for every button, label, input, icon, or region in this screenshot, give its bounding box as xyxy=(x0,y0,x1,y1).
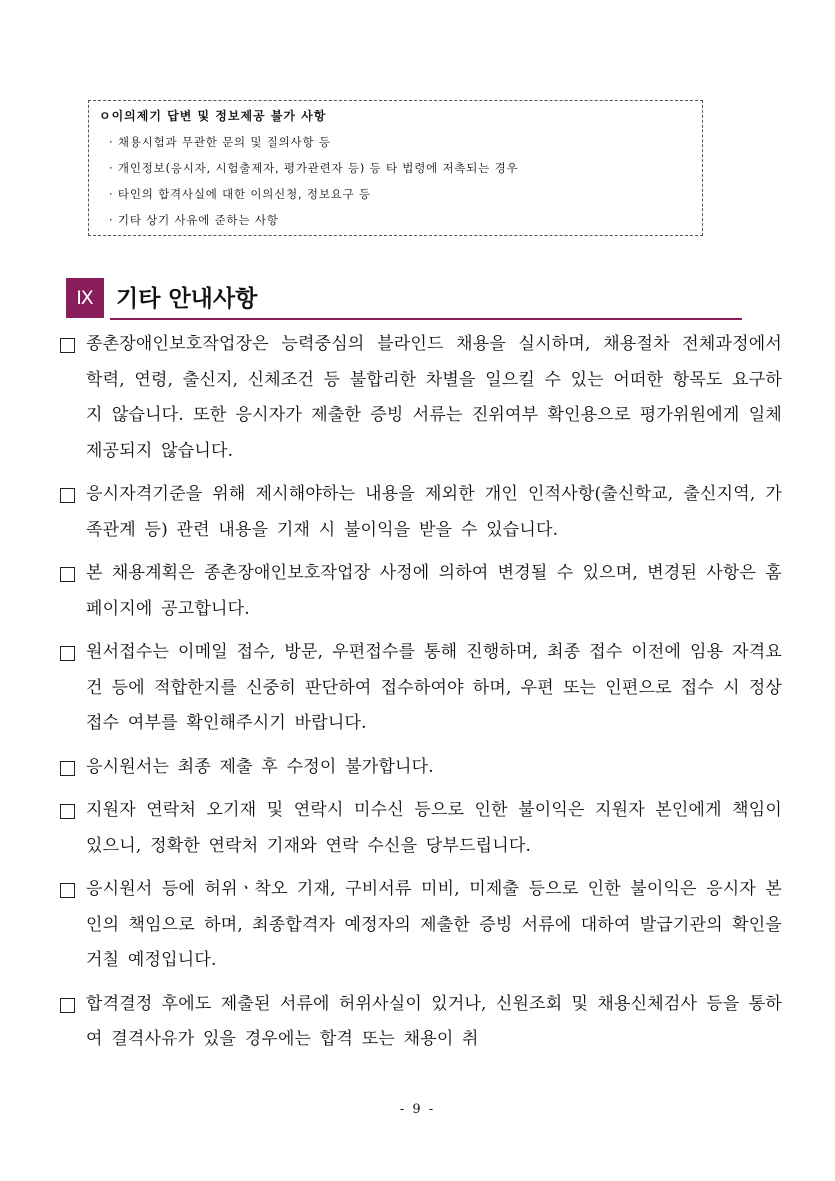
list-item xyxy=(60,477,782,548)
section-title: 기타 안내사항 xyxy=(116,286,258,312)
list-item xyxy=(60,556,782,627)
list-item xyxy=(60,635,782,742)
notice-item: · 채용시험과 무관한 문의 및 질의사항 등 xyxy=(109,135,331,149)
list-item-text: 합격결정 후에도 제출된 서류에 허위사실이 있거나, 신원조회 및 채용신체검사 등을 통하여 결격사유가 있을 경우에는 합격 또는 채용이 취 xyxy=(86,993,782,1049)
checkbox-icon xyxy=(60,338,75,353)
section-divider xyxy=(110,318,742,320)
checkbox-icon xyxy=(60,804,75,819)
checkbox-icon xyxy=(60,567,75,582)
list-item-text: 응시자격기준을 위해 제시해야하는 내용을 제외한 개인 인적사항(출신학교, 출신지역, 가족관계 등) 관련 내용을 기재 시 불이익을 받을 수 있습니다. xyxy=(86,484,782,540)
list-item-text: 지원자 연락처 오기재 및 연락시 미수신 등으로 인한 불이익은 지원자 본인에게 책임이 있으니, 정확한 연락처 기재와 연락 수신을 당부드립니다. xyxy=(86,800,782,856)
checkbox-icon xyxy=(60,646,75,661)
checkbox-icon xyxy=(60,488,75,503)
checkbox-icon xyxy=(60,998,75,1013)
list-item xyxy=(60,327,782,469)
list-item xyxy=(60,793,782,864)
list-item xyxy=(60,987,782,1058)
notice-title: ㅇ이의제기 답변 및 정보제공 불가 사항 xyxy=(99,109,327,123)
list-item xyxy=(60,872,782,979)
list-item xyxy=(60,750,782,786)
section-number-badge: Ⅸ xyxy=(66,278,104,318)
notice-item: · 기타 상기 사유에 준하는 사항 xyxy=(109,213,279,227)
list-item-text: 종촌장애인보호작업장은 능력중심의 블라인드 채용을 실시하며, 채용절차 전체과정에서 학력, 연령, 출신지, 신체조건 등 불합리한 차별을 일으킬 수 있는 어떠한 항목도 요구하지 않습니다. 또한 응시자가 제출한 증빙 서류는 진위여부 확인용으로 평가위원에게 일체 제공되지 않습니다. xyxy=(86,334,782,461)
guidance-list xyxy=(60,327,782,1066)
checkbox-icon xyxy=(60,883,75,898)
checkbox-icon xyxy=(60,761,75,776)
list-item-text: 원서접수는 이메일 접수, 방문, 우편접수를 통해 진행하며, 최종 접수 이전에 임용 자격요건 등에 적합한지를 신중히 판단하여 접수하여야 하며, 우편 또는 인편으로 접수 시 정상접수 여부를 확인해주시기 바랍니다. xyxy=(86,642,782,733)
section-header xyxy=(66,278,742,322)
notice-item: · 개인정보(응시자, 시험출제자, 평가관련자 등) 등 타 법령에 저촉되는 경우 xyxy=(109,161,519,175)
list-item-text: 응시원서는 최종 제출 후 수정이 불가합니다. xyxy=(86,756,434,777)
notice-item: · 타인의 합격사실에 대한 이의신청, 정보요구 등 xyxy=(109,187,371,201)
page-number: - 9 - xyxy=(399,1102,436,1117)
notice-box xyxy=(88,100,703,236)
list-item-text: 응시원서 등에 허위ㆍ착오 기재, 구비서류 미비, 미제출 등으로 인한 불이익은 응시자 본인의 책임으로 하며, 최종합격자 예정자의 제출한 증빙 서류에 대하여 발급기관의 확인을 거칠 예정입니다. xyxy=(86,879,782,970)
list-item-text: 본 채용계획은 종촌장애인보호작업장 사정에 의하여 변경될 수 있으며, 변경된 사항은 홈페이지에 공고합니다. xyxy=(86,563,782,619)
